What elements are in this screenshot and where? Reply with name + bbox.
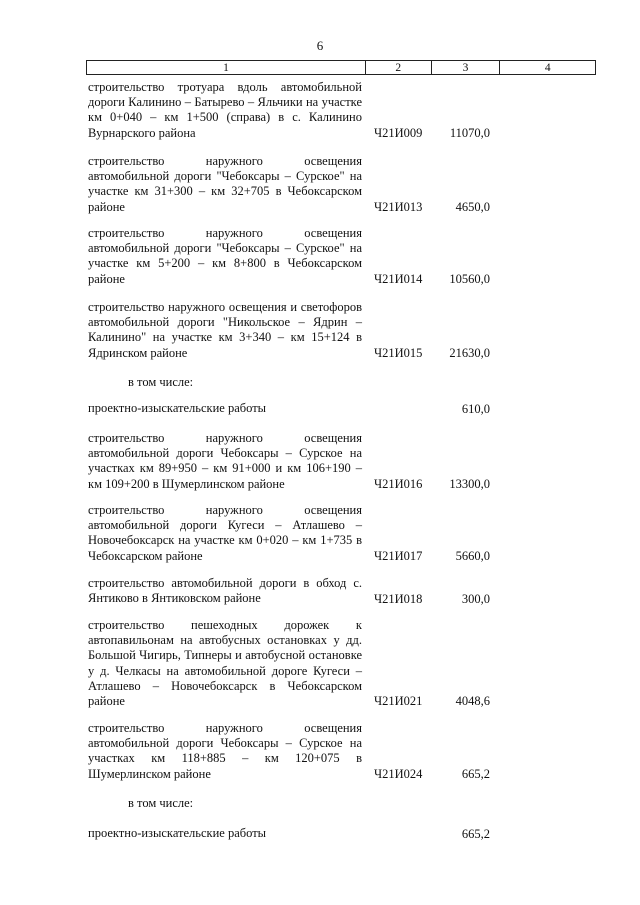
row-code: Ч21И015 [374,345,423,360]
row-code: Ч21И018 [374,591,423,606]
table-row [88,826,598,842]
table-row [88,721,598,782]
row-description: в том числе: [128,375,194,389]
table-row [88,154,598,215]
table-row [88,80,598,141]
row-description: строительство наружного освещения автомобильной дороги Чебоксары – Сурское на участках км 89+950 – км 91+000 и км 106+190 – км 109+200 в Шумерлинском районе [88,431,362,491]
row-code: Ч21И024 [374,766,423,781]
row-description: строительство наружного освещения автомобильной дороги Чебоксары – Сурское на участках км 118+885 – км 120+075 в Шумерлинском районе [88,721,362,781]
table-row [88,796,598,812]
row-code: Ч21И013 [374,199,423,214]
row-description: проектно-изыскательские работы [88,826,267,840]
row-amount: 610,0 [461,401,490,416]
row-amount: 5660,0 [455,548,490,563]
row-amount: 21630,0 [449,345,490,360]
row-description: строительство пешеходных дорожек к автопавильонам на автобусных остановках у дд. Большой Чигирь, Типнеры и автобусной остановке у д. Челкасы на автомобильной дороге Кугеси – Атлашево – Новочебоксарск в Чебоксарском районе [88,618,362,709]
table-row [88,576,598,607]
table-row [88,618,598,709]
row-description: строительство автомобильной дороги в обход с. Янтиково в Янтиковском районе [88,576,362,606]
row-code: Ч21И014 [374,271,423,286]
row-amount: 665,2 [461,766,490,781]
row-code: Ч21И021 [374,693,423,708]
row-code: Ч21И017 [374,548,423,563]
table-row [88,226,598,287]
row-description: строительство тротуара вдоль автомобильной дороги Калинино – Батырево – Яльчики на участке км 0+040 – км 1+500 (справа) в с. Калинино Вурнарского района [88,80,362,140]
header-col-4: 4 [544,62,551,74]
row-amount: 300,0 [461,591,490,606]
row-amount: 11070,0 [449,125,490,140]
table-row [88,375,598,391]
row-amount: 665,2 [461,826,490,841]
table-row [88,431,598,492]
header-col-1: 1 [87,61,366,74]
row-description: строительство наружного освещения автомобильной дороги "Чебоксары – Сурское" на участке км 5+200 – км 8+800 в Чебоксарском районе [88,226,362,286]
row-description: строительство наружного освещения и светофоров автомобильной дороги "Никольское – Ядрин – Калинино" на участке км 3+340 – км 15+124 в Ядринском районе [88,300,362,360]
table-header [86,60,596,75]
row-description: проектно-изыскательские работы [88,401,267,415]
page-number: 6 [316,38,324,53]
row-amount: 13300,0 [449,476,490,491]
row-code: Ч21И009 [374,125,423,140]
table-row [88,503,598,564]
table-row [88,401,598,417]
header-col-2: 2 [366,61,432,74]
row-amount: 10560,0 [449,271,490,286]
row-description: строительство наружного освещения автомобильной дороги Кугеси – Атлашево – Новочебоксарск на участке км 0+020 – км 1+735 в Чебоксарском районе [88,503,362,563]
row-amount: 4650,0 [455,199,490,214]
row-amount: 4048,6 [455,693,490,708]
row-description: в том числе: [128,796,194,810]
row-code: Ч21И016 [374,476,423,491]
row-description: строительство наружного освещения автомобильной дороги "Чебоксары – Сурское" на участке км 31+300 – км 32+705 в Чебоксарском районе [88,154,362,214]
header-col-3: 3 [432,61,501,74]
table-row [88,300,598,361]
